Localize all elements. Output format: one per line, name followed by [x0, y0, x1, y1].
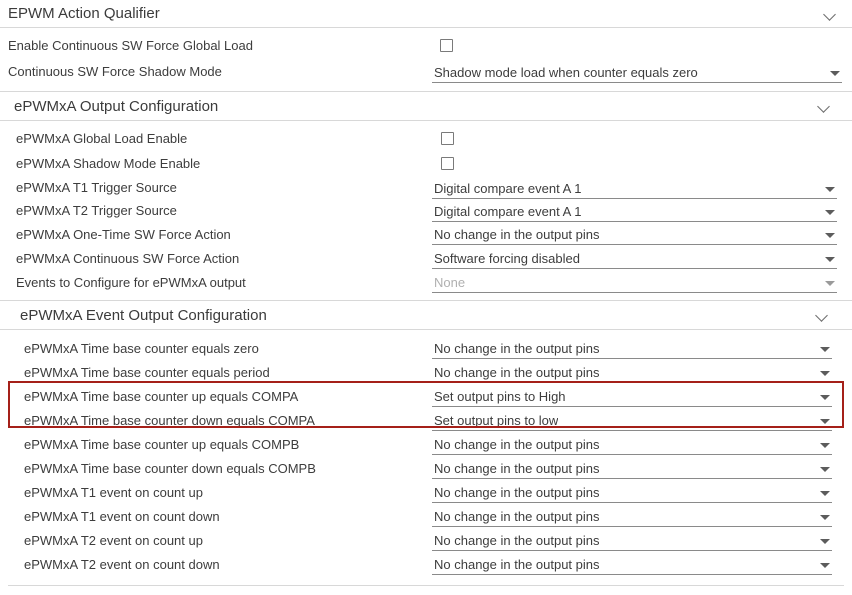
row-label: ePWMxA T1 Trigger Source — [16, 180, 177, 195]
row-label: ePWMxA Time base counter equals period — [24, 364, 270, 380]
row-control — [432, 528, 852, 553]
chevron-down-icon[interactable] — [820, 467, 830, 472]
dropdown-events-to-configure-for-epwmxa-output[interactable] — [432, 271, 837, 293]
chevron-down-icon[interactable] — [820, 395, 830, 400]
dropdown-epwmxa-tbctr-up-equals-compa[interactable] — [432, 385, 832, 407]
row-epwmxa-one-time-sw-force-action — [0, 222, 852, 246]
row-label: ePWMxA T1 event on count up — [24, 484, 203, 500]
row-epwmxa-tbctr-down-equals-compa — [0, 408, 852, 432]
row-control — [432, 222, 852, 247]
row-epwmxa-tbctr-up-equals-compb — [0, 432, 852, 456]
row-control — [432, 198, 852, 223]
row-control — [432, 456, 852, 481]
row-control — [432, 126, 852, 151]
dropdown-epwmxa-one-time-sw-force-action[interactable] — [432, 223, 837, 245]
row-control — [432, 480, 852, 505]
chevron-down-icon[interactable] — [825, 187, 835, 192]
row-label: ePWMxA Global Load Enable — [16, 131, 188, 146]
row-label: ePWMxA T1 event on count down — [24, 508, 220, 524]
dropdown-epwmxa-t2-event-on-count-down[interactable] — [432, 553, 832, 575]
chevron-down-icon[interactable] — [820, 347, 830, 352]
row-control — [432, 270, 852, 295]
dropdown-value: Digital compare event A 1 — [434, 180, 582, 196]
row-control — [432, 384, 852, 409]
chevron-down-icon[interactable] — [820, 539, 830, 544]
dropdown-epwmxa-t2-event-on-count-up[interactable] — [432, 529, 832, 551]
row-epwmxa-global-load-enable — [0, 126, 852, 151]
epwmxa-output-configuration-body — [0, 121, 852, 294]
row-control — [432, 175, 852, 200]
footer-divider — [8, 585, 844, 586]
chevron-down-icon[interactable] — [825, 257, 835, 262]
chevron-down-icon[interactable] — [825, 210, 835, 215]
row-epwmxa-t2-trigger-source — [0, 199, 852, 222]
row-epwmxa-tbctr-down-equals-compb — [0, 456, 852, 480]
row-control — [432, 360, 852, 385]
row-control — [432, 246, 852, 271]
chevron-down-icon[interactable] — [820, 515, 830, 520]
row-control — [432, 408, 852, 433]
dropdown-value: No change in the output pins — [434, 509, 600, 524]
section-title: ePWMxA Output Configuration — [14, 97, 219, 115]
dropdown-value: Digital compare event A 1 — [434, 203, 582, 219]
chevron-down-icon[interactable] — [825, 233, 835, 238]
dropdown-value: No change in the output pins — [434, 365, 600, 380]
dropdown-epwmxa-tbctr-up-equals-compb[interactable] — [432, 433, 832, 455]
section-header-epwmxa-output-configuration[interactable] — [0, 91, 852, 121]
row-epwmxa-tbctr-up-equals-compa — [0, 384, 852, 408]
row-label: ePWMxA Shadow Mode Enable — [16, 156, 201, 171]
row-epwmxa-t1-event-on-count-up — [0, 480, 852, 504]
section-header-epwm-action-qualifier[interactable] — [0, 0, 852, 28]
dropdown-value: Set output pins to low — [434, 413, 559, 428]
dropdown-epwmxa-t1-trigger-source[interactable] — [432, 177, 837, 199]
dropdown-value: Shadow mode load when counter equals zero — [434, 64, 698, 80]
chevron-down-icon[interactable] — [825, 281, 835, 286]
row-label: Enable Continuous SW Force Global Load — [8, 38, 253, 53]
row-label: ePWMxA T2 event on count down — [24, 556, 220, 572]
row-label: ePWMxA Time base counter down equals COMPB — [24, 460, 316, 476]
row-label: ePWMxA Continuous SW Force Action — [16, 250, 240, 266]
checkbox-epwmxa-global-load-enable[interactable] — [441, 132, 454, 145]
dropdown-value: No change in the output pins — [434, 461, 600, 476]
dropdown-epwmxa-tbctr-equals-zero[interactable] — [432, 337, 832, 359]
checkbox-enable-continuous-sw-force-global-load[interactable] — [440, 39, 453, 52]
dropdown-epwmxa-tbctr-down-equals-compa[interactable] — [432, 409, 832, 431]
chevron-down-icon[interactable] — [820, 563, 830, 568]
dropdown-epwmxa-t1-event-on-count-down[interactable] — [432, 505, 832, 527]
dropdown-value: No change in the output pins — [434, 227, 600, 242]
row-epwmxa-tbctr-equals-period — [0, 360, 852, 384]
checkbox-epwmxa-shadow-mode-enable[interactable] — [441, 157, 454, 170]
chevron-down-icon[interactable] — [820, 419, 830, 424]
row-control — [432, 151, 852, 176]
row-label: ePWMxA Time base counter equals zero — [24, 340, 259, 356]
epwmxa-event-output-configuration-body — [0, 330, 852, 576]
chevron-down-icon[interactable] — [820, 371, 830, 376]
chevron-down-icon[interactable] — [820, 491, 830, 496]
chevron-down-icon[interactable] — [830, 71, 840, 76]
row-label: ePWMxA Time base counter down equals COMPA — [24, 412, 315, 428]
section-header-epwmxa-event-output-configuration[interactable] — [0, 300, 852, 330]
dropdown-value: No change in the output pins — [434, 341, 600, 356]
row-label: ePWMxA T2 event on count up — [24, 532, 203, 548]
row-label: ePWMxA One-Time SW Force Action — [16, 226, 231, 242]
chevron-down-icon[interactable] — [824, 7, 838, 21]
chevron-down-icon[interactable] — [816, 308, 830, 322]
row-epwmxa-t1-event-on-count-down — [0, 504, 852, 528]
dropdown-epwmxa-t2-trigger-source[interactable] — [432, 200, 837, 222]
dropdown-value: No change in the output pins — [434, 557, 600, 572]
dropdown-value: No change in the output pins — [434, 485, 600, 500]
row-epwmxa-continuous-sw-force-action — [0, 246, 852, 270]
row-label: ePWMxA Time base counter up equals COMPB — [24, 436, 300, 452]
dropdown-value: No change in the output pins — [434, 533, 600, 548]
row-continuous-sw-force-shadow-mode — [0, 58, 852, 85]
row-enable-continuous-sw-force-global-load — [0, 33, 852, 58]
row-epwmxa-t2-event-on-count-down — [0, 552, 852, 576]
row-label: Continuous SW Force Shadow Mode — [8, 64, 222, 79]
row-control — [432, 504, 852, 529]
chevron-down-icon[interactable] — [820, 443, 830, 448]
dropdown-value: None — [434, 275, 466, 290]
section-title: EPWM Action Qualifier — [8, 5, 160, 22]
dropdown-epwmxa-tbctr-equals-period[interactable] — [432, 361, 832, 383]
row-epwmxa-tbctr-equals-zero — [0, 336, 852, 360]
row-control — [432, 59, 852, 84]
dropdown-value: Set output pins to High — [434, 389, 566, 404]
dropdown-epwmxa-t1-event-on-count-up[interactable] — [432, 481, 832, 503]
row-epwmxa-shadow-mode-enable — [0, 151, 852, 176]
row-epwmxa-t1-trigger-source — [0, 176, 852, 199]
row-epwmxa-t2-event-on-count-up — [0, 528, 852, 552]
row-control — [432, 552, 852, 577]
row-events-to-configure-for-epwmxa-output — [0, 270, 852, 294]
dropdown-epwmxa-tbctr-down-equals-compb[interactable] — [432, 457, 832, 479]
row-label: Events to Configure for ePWMxA output — [16, 274, 246, 290]
row-control — [432, 432, 852, 457]
epwm-action-qualifier-body — [0, 33, 852, 85]
dropdown-epwmxa-continuous-sw-force-action[interactable] — [432, 247, 837, 269]
dropdown-value: No change in the output pins — [434, 437, 600, 452]
dropdown-continuous-sw-force-shadow-mode[interactable] — [432, 61, 842, 83]
dropdown-value: Software forcing disabled — [434, 251, 580, 266]
row-control — [432, 33, 852, 58]
row-label: ePWMxA Time base counter up equals COMPA — [24, 388, 299, 404]
row-control — [432, 336, 852, 361]
row-label: ePWMxA T2 Trigger Source — [16, 203, 177, 218]
chevron-down-icon[interactable] — [818, 99, 832, 113]
section-title: ePWMxA Event Output Configuration — [20, 306, 267, 324]
